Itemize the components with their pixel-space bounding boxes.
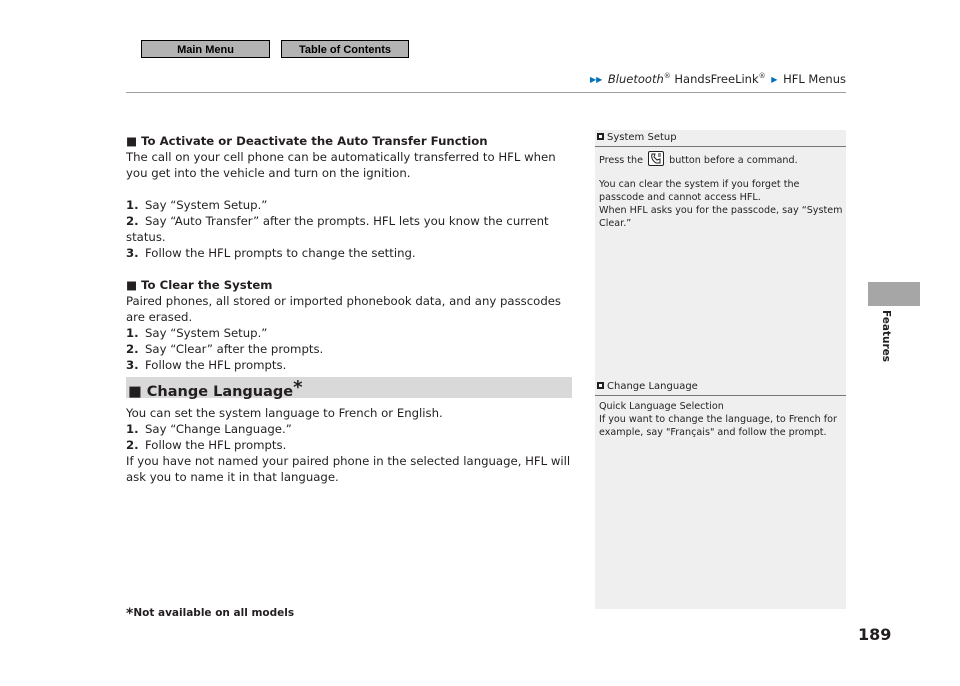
change-language-intro: You can set the system language to French or English. [126,406,443,420]
main-content [126,133,576,373]
clear-system-intro: Paired phones, all stored or imported phonebook data, and any passcodes are erased. [126,294,562,324]
step-item: 3. Follow the HFL prompts to change the setting. [126,246,416,260]
step-item: 2. Follow the HFL prompts. [126,438,287,452]
main-menu-button[interactable]: Main Menu [141,40,270,58]
note-title: System Setup [607,132,677,143]
arrow-icon: ▶▶ [589,75,603,84]
auto-transfer-intro: The call on your cell phone can be automatically transferred to HFL when you get into the vehicle and turn on the ignition. [126,150,556,180]
step-item: 3. Follow the HFL prompts. [126,358,287,372]
talk-button-icon [648,151,664,166]
clear-system-heading: ■ To Clear the System [126,278,273,292]
change-language-heading: ■ Change Language* [128,377,303,400]
step-item: 2. Say “Clear” after the prompts. [126,342,324,356]
note-text: Press the button before a command. [599,151,844,167]
arrow-icon: ▶ [771,75,778,84]
step-item: 1. Say “System Setup.” [126,326,268,340]
breadcrumb-bluetooth[interactable]: Bluetooth [607,72,664,86]
header-divider [126,92,846,93]
step-item: 1. Say “Change Language.” [126,422,292,436]
change-language-content [126,405,576,485]
step-item: 2. Say “Auto Transfer” after the prompts. HFL lets you know the current status. [126,214,549,244]
note-text: If you want to change the language, to French for example, say "Français" and follow the prompt. [599,414,837,438]
registered-mark: ® [758,72,766,81]
section-tab [868,282,920,306]
breadcrumb-handsfreelink[interactable]: HandsFreeLink [674,72,759,86]
footnote: *Not available on all models [126,606,295,622]
page-number: 189 [858,625,892,644]
note-system-setup [595,132,846,230]
table-of-contents-button[interactable]: Table of Contents [281,40,409,58]
note-text: When HFL asks you for the passcode, say “System Clear.” [599,205,843,229]
registered-mark: ® [663,72,671,81]
footnote-star: * [293,377,303,398]
note-text: You can clear the system if you forget the passcode and cannot access HFL. [599,179,800,203]
note-icon [597,382,604,389]
step-item: 1. Say “System Setup.” [126,198,268,212]
note-title: Change Language [607,381,698,392]
note-icon [597,133,604,140]
auto-transfer-heading: ■ To Activate or Deactivate the Auto Transfer Function [126,134,488,148]
section-tab-label: Features [880,310,892,362]
note-text: Quick Language Selection [599,401,724,412]
note-change-language [595,381,846,439]
breadcrumb [588,72,846,86]
breadcrumb-hfl-menus[interactable]: HFL Menus [783,72,846,86]
change-language-outro: If you have not named your paired phone in the selected language, HFL will ask you to name it in that language. [126,454,571,484]
